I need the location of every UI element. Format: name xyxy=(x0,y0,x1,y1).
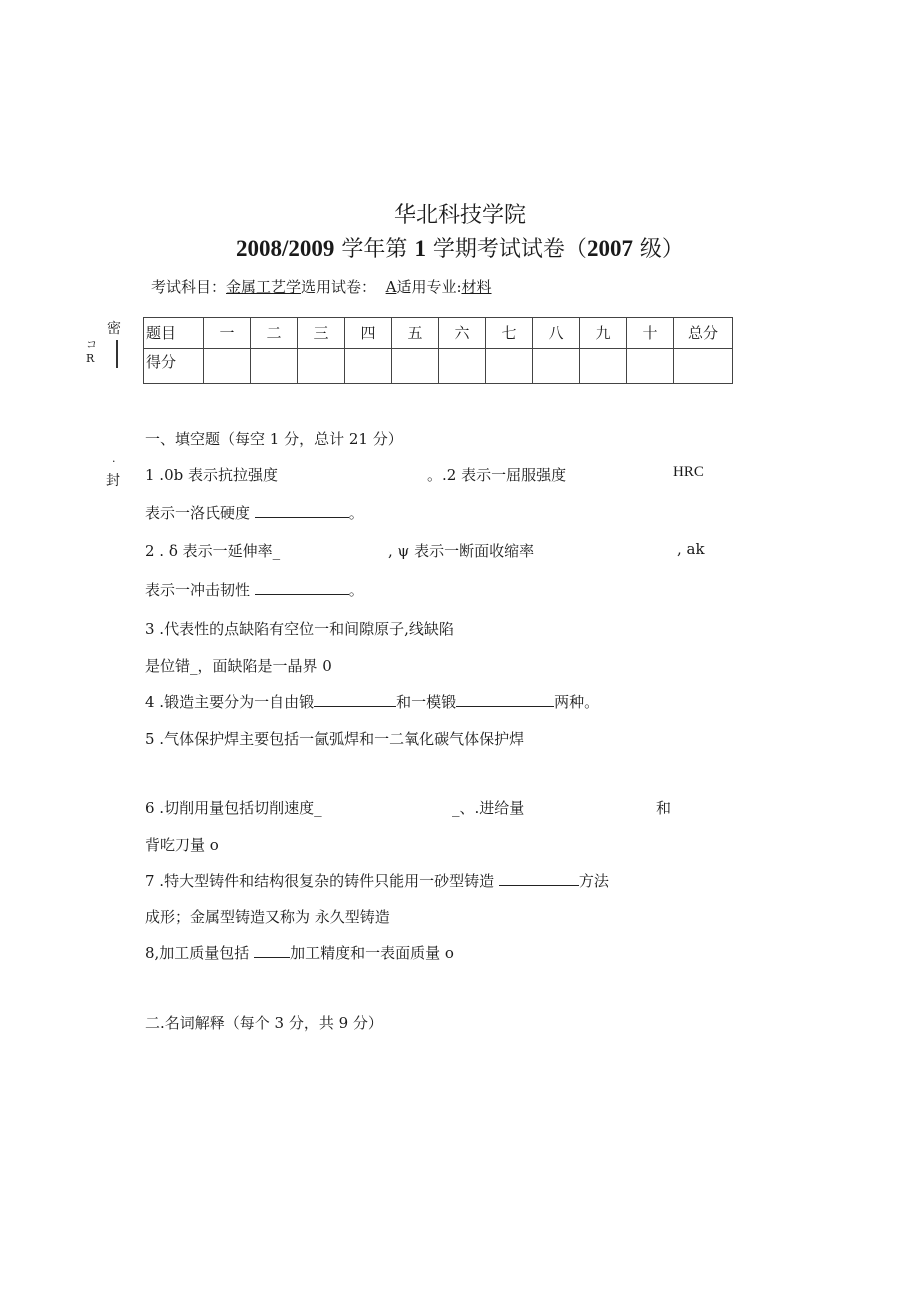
question-2-part-c: , ak xyxy=(677,540,705,558)
question-1-line-1: 1 .0b 表示抗拉强度 xyxy=(145,466,278,484)
header-cell: 三 xyxy=(298,318,345,349)
score-table-score-row xyxy=(144,349,733,384)
answer-blank xyxy=(499,871,579,886)
question-7-line-1: 7 .特大型铸件和结构很复杂的铸件只能用一砂型铸造 方法 xyxy=(145,872,609,890)
question-3-line-2: 是位错_，面缺陷是一晶界 0 xyxy=(145,657,332,675)
question-4: 4 .锻造主要分为一自由锻 和一模锻 两种。 xyxy=(145,693,600,711)
question-6-part-b: _、.进给量 xyxy=(452,799,525,817)
question-1-part-c: HRC xyxy=(673,464,704,480)
header-cell: 五 xyxy=(392,318,439,349)
header-cell: 六 xyxy=(439,318,486,349)
score-cell-label: 得分 xyxy=(144,349,204,384)
header-cell: 九 xyxy=(580,318,627,349)
exam-meta xyxy=(151,276,492,297)
answer-blank xyxy=(254,943,290,958)
seal-mark-feng: 封 xyxy=(106,473,120,489)
seal-mark-mi: 密 xyxy=(107,321,121,337)
subject-value: 金属工艺学 xyxy=(226,278,302,296)
header-cell: 二 xyxy=(251,318,298,349)
seal-line xyxy=(116,340,118,368)
question-6-line-2: 背吃刀量 o xyxy=(145,836,219,854)
header-cell: 四 xyxy=(345,318,392,349)
answer-blank xyxy=(456,692,554,707)
answer-blank xyxy=(255,580,349,595)
score-cell xyxy=(298,349,345,384)
score-cell xyxy=(204,349,251,384)
question-6-part-c: 和 xyxy=(656,799,672,817)
school-name: 华北科技学院 xyxy=(393,203,526,228)
score-cell xyxy=(627,349,674,384)
question-5: 5 .气体保护焊主要包括一氤弧焊和一二氧化碳气体保护焊 xyxy=(145,730,525,748)
score-cell xyxy=(580,349,627,384)
header-cell: 十 xyxy=(627,318,674,349)
major-label: 适用专业: xyxy=(396,278,462,296)
seal-dot: · xyxy=(112,455,116,468)
question-8: 8,加工质量包括 加工精度和一表面质量 o xyxy=(145,944,454,962)
subject-label: 考试科目： xyxy=(151,278,227,296)
score-table-header-row xyxy=(144,318,733,349)
header-cell: 一 xyxy=(204,318,251,349)
question-3-line-1: 3 .代表性的点缺陷有空位一和间隙原子,线缺陷 xyxy=(145,620,454,638)
header-cell: 八 xyxy=(533,318,580,349)
exam-term: 1 xyxy=(414,236,426,261)
score-cell-total xyxy=(674,349,733,384)
margin-mark-2: R xyxy=(86,352,95,365)
header-cell-total: 总分 xyxy=(674,318,733,349)
answer-blank xyxy=(314,692,396,707)
exam-grade: 2007 xyxy=(586,236,633,261)
margin-mark-1: コ xyxy=(86,338,97,351)
score-cell xyxy=(439,349,486,384)
question-1-line-2: 表示一洛氏硬度 。 xyxy=(145,504,364,522)
score-cell xyxy=(533,349,580,384)
question-2-line-1: 2 . δ 表示一延伸率_ xyxy=(145,542,281,560)
score-table xyxy=(143,317,733,384)
exam-year: 2008/2009 xyxy=(236,236,335,261)
score-cell xyxy=(251,349,298,384)
paper-value: A xyxy=(385,278,397,296)
header-cell-label: 题目 xyxy=(144,318,204,349)
paper-label: 选用试卷： xyxy=(301,278,377,296)
score-cell xyxy=(345,349,392,384)
section-1-title: 一、填空题（每空 1 分，总计 21 分） xyxy=(145,430,403,448)
answer-blank xyxy=(255,503,349,518)
question-1-part-b: 。.2 表示一屈服强度 xyxy=(427,466,567,484)
question-6-line-1: 6 .切削用量包括切削速度_ xyxy=(145,799,322,817)
score-cell xyxy=(486,349,533,384)
question-7-line-2: 成形；金属型铸造又称为 永久型铸造 xyxy=(145,908,390,926)
question-2-part-b: , ψ 表示一断面收缩率 xyxy=(388,542,535,560)
major-value: 材料 xyxy=(461,278,492,296)
score-cell xyxy=(392,349,439,384)
exam-title: 2008/2009 学年第 1 学期考试试卷（2007 级） xyxy=(236,236,684,262)
header-cell: 七 xyxy=(486,318,533,349)
section-2-title: 二.名词解释（每个 3 分，共 9 分） xyxy=(145,1014,383,1032)
question-2-line-2: 表示一冲击韧性 。 xyxy=(145,581,364,599)
